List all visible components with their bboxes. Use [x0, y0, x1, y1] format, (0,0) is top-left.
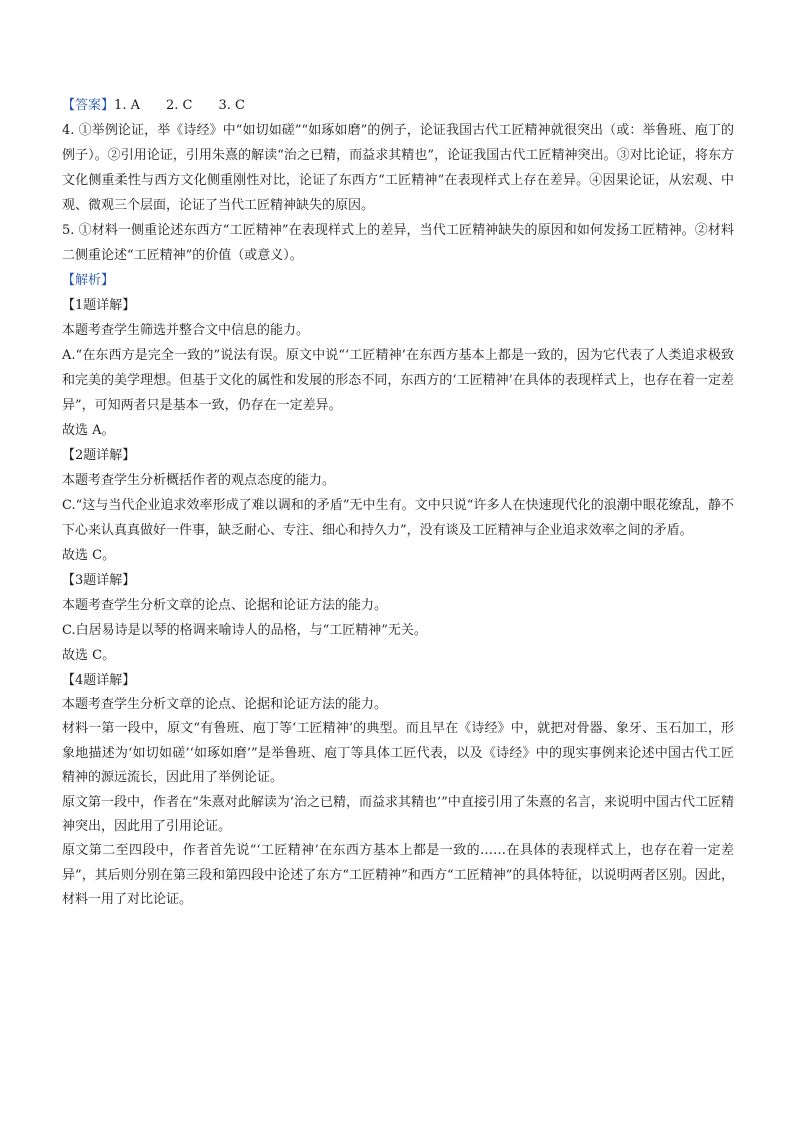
document-page — [62, 93, 734, 913]
answer-label-text: 答案 — [75, 98, 102, 113]
analysis-label — [62, 273, 114, 288]
detail-paragraph: A.“在东西方是完全一致的”说法有误。原文中说“‘工匠精神’在东西方基本上都是一致的，因为它代表了人类追求极致和完美的美学理想。但基于文化的属性和发展的形态不同，东西方的‘工匠精神’在具体的表现样式上，也存在着一定差异”，可知两者只是基本一致，仍存在一定差异。 — [62, 348, 734, 413]
analysis-heading — [62, 268, 734, 293]
detail-paragraph: 故选 A。 — [62, 423, 115, 438]
answer-q4: 4. ①举例论证，举《诗经》中“如切如磋”“如琢如磨”的例子，论证我国古代工匠精神就很突出（或：举鲁班、庖丁的例子）。②引用论证，引用朱熹的解读“治之已精，而益求其精也”，论证我国古代工匠精神突出。③对比论证，将东方文化侧重柔性与西方文化侧重刚性对比，论证了东西方“工匠精神”在表现样式上存在差异。④因果论证，从宏观、中观、微观三个层面，论证了当代工匠精神缺失的原因。 — [62, 123, 734, 213]
bracket-close: 】 — [101, 98, 115, 113]
detail-paragraph: 材料一第一段中，原文“有鲁班、庖丁等‘工匠精神’的典型。而且早在《诗经》中，就把对骨器、象牙、玉石加工，形象地描述为‘如切如磋’‘如琢如磨’”是举鲁班、庖丁等具体工匠代表，以及《诗经》中的现实事例来论述中国古代工匠精神的源远流长，因此用了举例论证。 — [62, 721, 734, 786]
bracket-open: 【 — [62, 273, 76, 288]
detail-paragraph: 本题考查学生筛选并整合文中信息的能力。 — [62, 323, 310, 338]
detail-heading: 【3题详解】 — [62, 573, 136, 588]
detail-paragraph: 原文第一段中，作者在“朱熹对此解读为‘治之已精，而益求其精也’”中直接引用了朱熹的名言，来说明中国古代工匠精神突出，因此用了引用论证。 — [62, 794, 734, 835]
detail-paragraph: 原文第二至四段中，作者首先说“‘工匠精神’在东西方基本上都是一致的……在具体的表现样式上，也存在着一定差异”，其后则分别在第三段和第四段中论述了东方“工匠精神”和西方“工匠精神”的具体特征，以说明两者区别。因此，材料一用了对比论证。 — [62, 843, 734, 908]
detail-paragraph: 本题考查学生分析文章的论点、论据和论证方法的能力。 — [62, 697, 388, 712]
detail-paragraph: 故选 C。 — [62, 548, 116, 563]
analysis-label-text: 解析 — [75, 273, 102, 288]
answer-q5: 5. ①材料一侧重论述东西方“工匠精神”在表现样式上的差异，当代工匠精神缺失的原因和如何发扬工匠精神。②材料二侧重论述“工匠精神”的价值（或意义）。 — [62, 223, 734, 263]
detail-paragraph: C.白居易诗是以琴的格调来喻诗人的品格，与“工匠精神”无关。 — [62, 623, 427, 638]
detail-paragraph: C.“这与当代企业追求效率形成了难以调和的矛盾”无中生有。文中只说“许多人在快速现代化的浪潮中眼花缭乱，静不下心来认真真做好一件事，缺乏耐心、专注、细心和持久力”，没有谈及工匠精神与企业追求效率之间的矛盾。 — [62, 498, 734, 538]
answer-line — [62, 93, 734, 118]
bracket-open: 【 — [62, 98, 76, 113]
detail-paragraph: 故选 C。 — [62, 648, 116, 663]
detail-heading: 【2题详解】 — [62, 448, 136, 463]
bracket-close: 】 — [101, 273, 115, 288]
answer-label — [62, 98, 114, 113]
detail-heading: 【4题详解】 — [62, 673, 136, 688]
detail-paragraph: 本题考查学生分析概括作者的观点态度的能力。 — [62, 473, 336, 488]
detail-heading: 【1题详解】 — [62, 298, 136, 313]
detail-paragraph: 本题考查学生分析文章的论点、论据和论证方法的能力。 — [62, 598, 388, 613]
answer-choices: 1. A 2. C 3. C — [114, 98, 245, 113]
